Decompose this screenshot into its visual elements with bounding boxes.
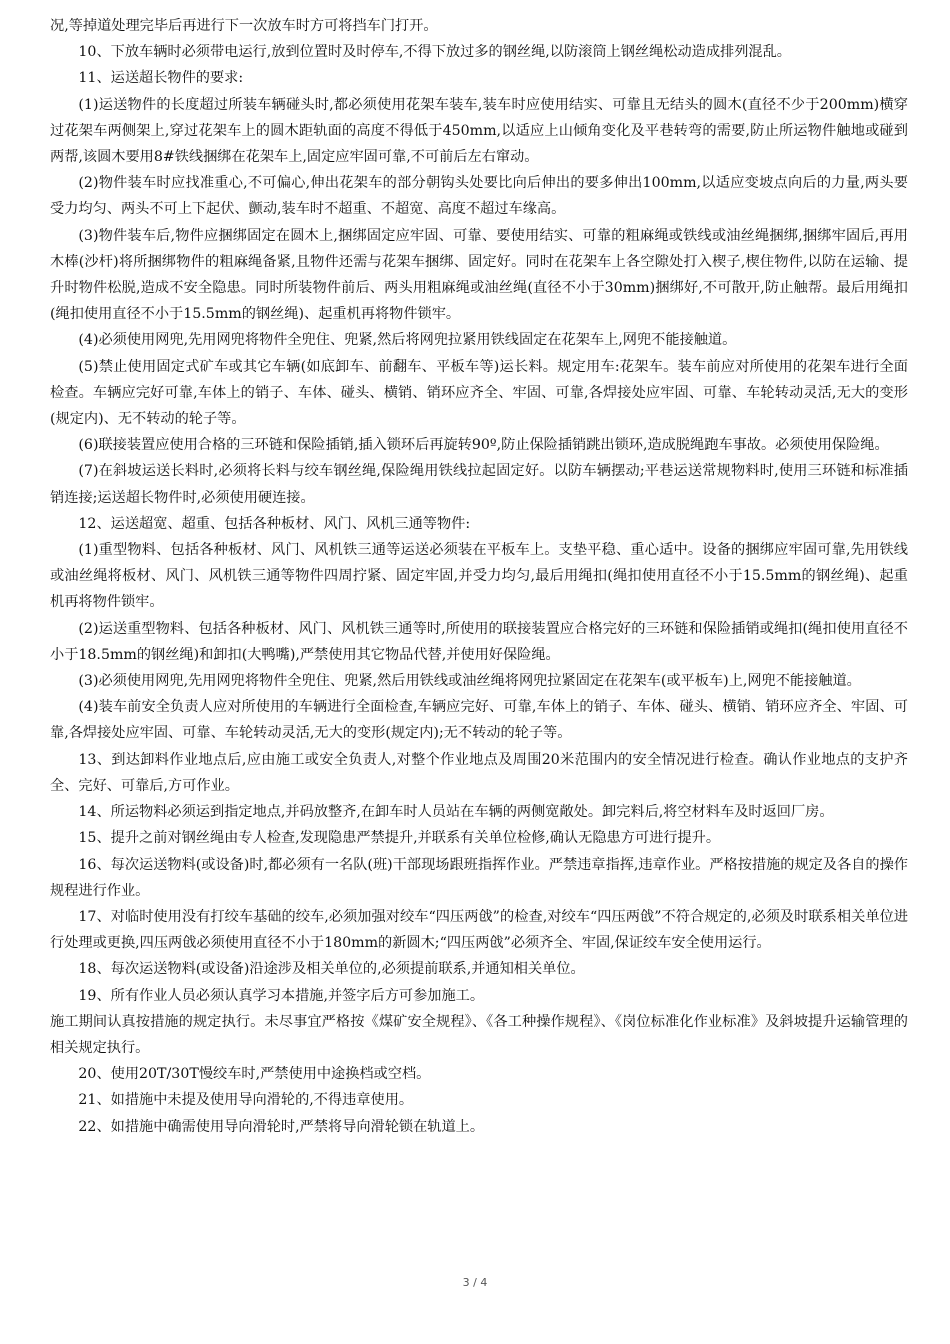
paragraph: 11、运送超长物件的要求: (78, 70, 244, 87)
paragraph: 16、每次运送物料(或设备)时,都必须有一名队(班)干部现场跟班指挥作业。严禁违章指挥,违章作业。严格按措施的规定及各自的操作规程进行作业。 (50, 856, 908, 899)
paragraph: (3)必须使用网兜,先用网兜将物件全兜住、兜紧,然后用铁线或油丝绳将网兜拉紧固定在花架车(或平板车)上,网兜不能接触道。 (78, 673, 861, 690)
paragraph: 18、每次运送物料(或设备)沿途涉及相关单位的,必须提前联系,并通知相关单位。 (78, 961, 585, 978)
paragraph: (1)运送物件的长度超过所装车辆碰头时,都必须使用花架车装车,装车时应使用结实、可靠且无结头的圆木(直径不少于200mm)横穿过花架车两侧架上,穿过花架车上的圆木距轨面的高度不得低于450mm,以适应上山倾角变化及平巷转弯的需要,防止所运物件触地或碰到两帮,该圆木要用8#铁线捆绑在花架车上,固定应牢固可靠,不可前后左右窜动。 (50, 96, 908, 166)
paragraph: 10、下放车辆时必须带电运行,放到位置时及时停车,不得下放过多的钢丝绳,以防滚筒上钢丝绳松动造成排列混乱。 (78, 44, 791, 61)
paragraph: 12、运送超宽、超重、包括各种板材、风门、风机三通等物件: (78, 515, 471, 532)
paragraph: (5)禁止使用固定式矿车或其它车辆(如底卸车、前翻车、平板车等)运长料。规定用车:花架车。装车前应对所使用的花架车进行全面检查。车辆应完好可靠,车体上的销子、车体、碰头、横销、销环应齐全、牢固、可靠,各焊接处应牢固、可靠、车轮转动灵活,无大的变形(规定内)、无不转动的轮子等。 (50, 358, 908, 428)
paragraph: 20、使用20T/30T慢绞车时,严禁使用中途换档或空档。 (78, 1066, 431, 1083)
paragraph: (1)重型物料、包括各种板材、风门、风机铁三通等运送必须装在平板车上。支垫平稳、重心适中。设备的捆绑应牢固可靠,先用铁线或油丝绳将板材、风门、风机铁三通等物件四周拧紧、固定牢固,并受力均匀,最后用绳扣(绳扣使用直径不小于15.5mm的钢丝绳)、起重机再将物件锁牢。 (50, 542, 908, 611)
paragraph: 19、所有作业人员必须认真学习本措施,并签字后方可参加施工。 (78, 987, 485, 1004)
paragraph: (7)在斜坡运送长料时,必须将长料与绞车钢丝绳,保险绳用铁线拉起固定好。以防车辆摆动;平巷运送常规物料时,使用三环链和标准插销连接;运送超长物件时,必须使用硬连接。 (50, 463, 908, 506)
document-body (50, 13, 908, 1140)
paragraph: 况,等掉道处理完毕后再进行下一次放车时方可将挡车门打开。 (50, 18, 438, 34)
paragraph: 施工期间认真按措施的规定执行。未尽事宜严格按《煤矿安全规程》、《各工种操作规程》、《岗位标准化作业标准》及斜坡提升运输管理的相关规定执行。 (50, 1013, 908, 1056)
paragraph: (4)装车前安全负责人应对所使用的车辆进行全面检查,车辆应完好、可靠,车体上的销子、车体、碰头、横销、销环应齐全、牢固、可靠,各焊接处应牢固、可靠、车轮转动灵活,无大的变形(规定内);无不转动的轮子等。 (50, 699, 908, 742)
paragraph: 21、如措施中未提及使用导向滑轮的,不得违章使用。 (78, 1092, 414, 1109)
paragraph: 13、到达卸料作业地点后,应由施工或安全负责人,对整个作业地点及周围20米范围内的安全情况进行检查。确认作业地点的支护齐全、完好、可靠后,方可作业。 (50, 751, 908, 794)
paragraph: (2)物件装车时应找准重心,不可偏心,伸出花架车的部分朝钩头处要比向后伸出的要多伸出100mm,以适应变坡点向后的力量,两头要受力均匀、两头不可上下起伏、颤动,装车时不超重、不超宽、高度不超过车缘高。 (50, 175, 908, 218)
page-number: 3 / 4 (462, 1276, 488, 1289)
paragraph: (2)运送重型物料、包括各种板材、风门、风机铁三通等时,所使用的联接装置应合格完好的三环链和保险插销或绳扣(绳扣使用直径不小于18.5mm的钢丝绳)和卸扣(大鸭嘴),严禁使用其它物品代替,并使用好保险绳。 (50, 620, 908, 663)
paragraph: 17、对临时使用没有打绞车基础的绞车,必须加强对绞车“四压两戗”的检查,对绞车“四压两戗”不符合规定的,必须及时联系相关单位进行处理或更换,四压两戗必须使用直径不小于180mm的新圆木;“四压两戗”必须齐全、牢固,保证绞车安全使用运行。 (50, 908, 908, 952)
paragraph: 15、提升之前对钢丝绳由专人检查,发现隐患严禁提升,并联系有关单位检修,确认无隐患方可进行提升。 (78, 830, 721, 847)
paragraph: (6)联接装置应使用合格的三环链和保险插销,插入锁环后再旋转90º,防止保险插销跳出锁环,造成脱绳跑车事故。必须使用保险绳。 (78, 437, 889, 454)
paragraph: 22、如措施中确需使用导向滑轮时,严禁将导向滑轮锁在轨道上。 (78, 1118, 485, 1135)
paragraph: (4)必须使用网兜,先用网兜将物件全兜住、兜紧,然后将网兜拉紧用铁线固定在花架车上,网兜不能接触道。 (78, 332, 737, 349)
paragraph: (3)物件装车后,物件应捆绑固定在圆木上,捆绑固定应牢固、可靠、要使用结实、可靠的粗麻绳或铁线或油丝绳捆绑,捆绑牢固后,再用木棒(沙杆)将所捆绑物件的粗麻绳备紧,且物件还需与花架车捆绑、固定好。同时在花架车上各空隙处打入楔子,楔住物件,以防在运输、提升时物件松脱,造成不安全隐患。同时所装物件前后、两头用粗麻绳或油丝绳(直径不小于30mm)捆绑好,不可散开,防止触帮。最后用绳扣(绳扣使用直径不小于15.5mm的钢丝绳)、起重机再将物件锁牢。 (50, 227, 908, 323)
paragraph: 14、所运物料必须运到指定地点,并码放整齐,在卸车时人员站在车辆的两侧宽敞处。卸完料后,将空材料车及时返回厂房。 (78, 804, 834, 821)
